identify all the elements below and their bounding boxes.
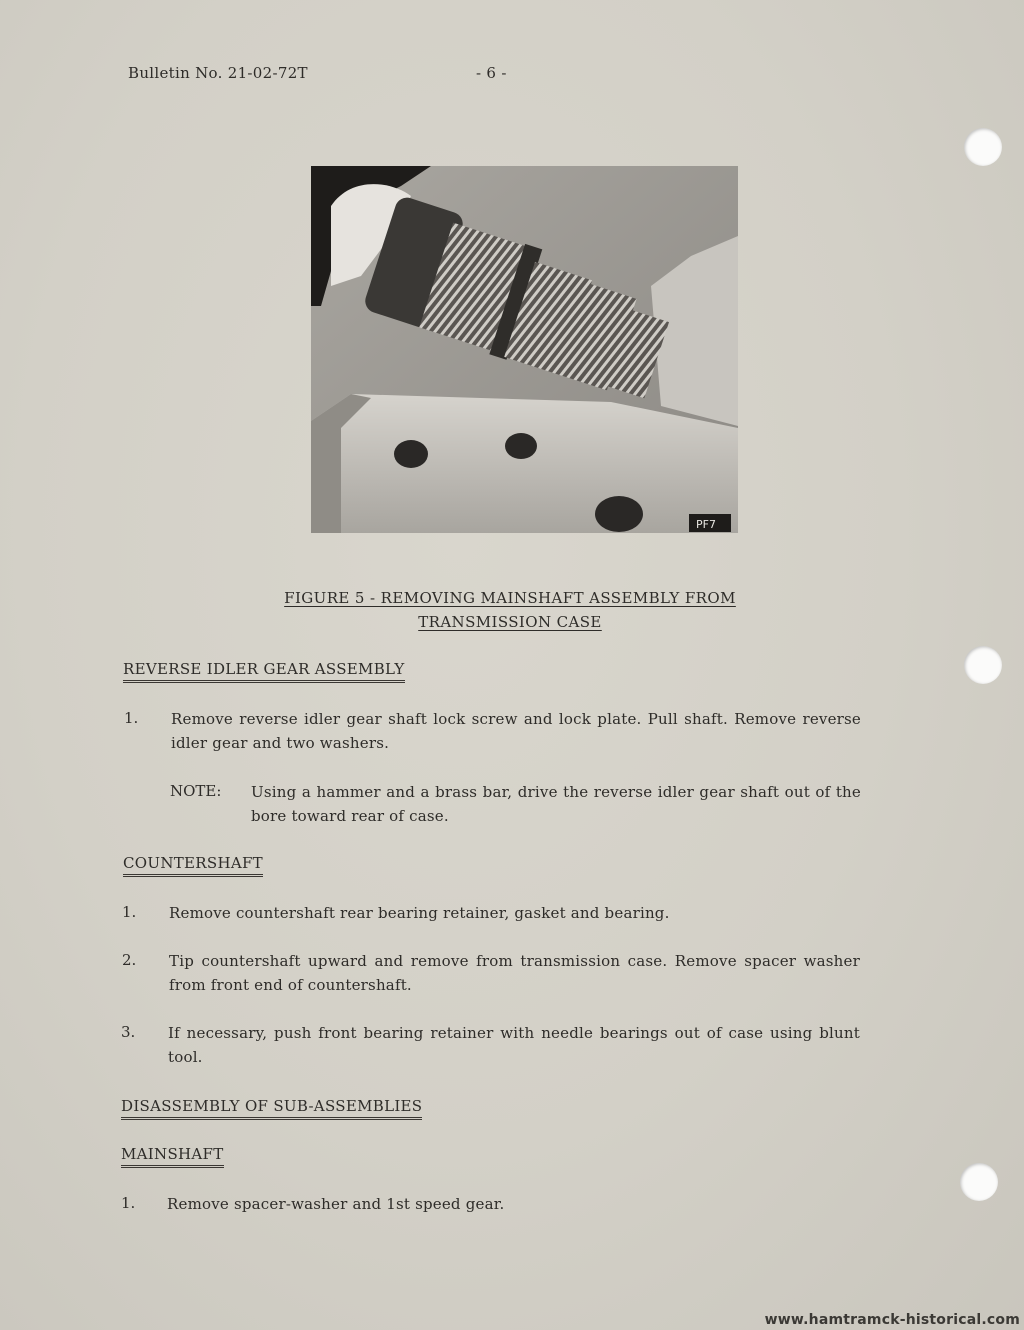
countershaft-step1: Remove countershaft rear bearing retainer, gasket and bearing.	[169, 904, 670, 922]
step-number: 1.	[121, 1194, 136, 1212]
figure-caption-line1	[200, 589, 820, 607]
page-number: - 6 -	[476, 64, 507, 82]
mainshaft-step1: Remove spacer-washer and 1st speed gear.	[167, 1195, 505, 1213]
bulletin-number: Bulletin No. 21-02-72T	[128, 64, 308, 82]
heading-countershaft: COUNTERSHAFT	[123, 854, 263, 877]
figure-caption-text1: FIGURE 5 - REMOVING MAINSHAFT ASSEMBLY FROM	[284, 589, 736, 607]
figure-caption-text2: TRANSMISSION CASE	[418, 613, 602, 631]
reverse-idler-note: Using a hammer and a brass bar, drive the reverse idler gear shaft out of the bore toward rear of case.	[251, 783, 861, 825]
binder-hole-middle	[964, 646, 1002, 684]
figure-photo	[311, 166, 738, 533]
reverse-idler-step1: Remove reverse idler gear shaft lock screw and lock plate. Pull shaft. Remove reverse idler gear and two washers.	[171, 710, 861, 752]
heading-reverse-idler: REVERSE IDLER GEAR ASSEMBLY	[123, 660, 405, 683]
heading-mainshaft: MAINSHAFT	[121, 1145, 224, 1168]
binder-hole-bottom	[960, 1163, 998, 1201]
countershaft-step2: Tip countershaft upward and remove from transmission case. Remove spacer washer from front end of countershaft.	[169, 952, 860, 994]
gear-assembly-photo-illustration	[311, 166, 738, 533]
website-watermark: www.hamtramck-historical.com	[764, 1312, 1020, 1328]
countershaft-step3: If necessary, push front bearing retainer with needle bearings out of case using blunt tool.	[168, 1024, 860, 1066]
heading-disassembly: DISASSEMBLY OF SUB-ASSEMBLIES	[121, 1097, 422, 1120]
step-number: 1.	[124, 709, 139, 727]
figure-caption-line2	[200, 613, 820, 631]
step-number: 1.	[122, 903, 137, 921]
step-number: 3.	[121, 1023, 136, 1041]
note-label: NOTE:	[170, 782, 222, 800]
binder-hole-top	[964, 128, 1002, 166]
photo-label: PF7	[696, 518, 716, 531]
step-number: 2.	[122, 951, 137, 969]
